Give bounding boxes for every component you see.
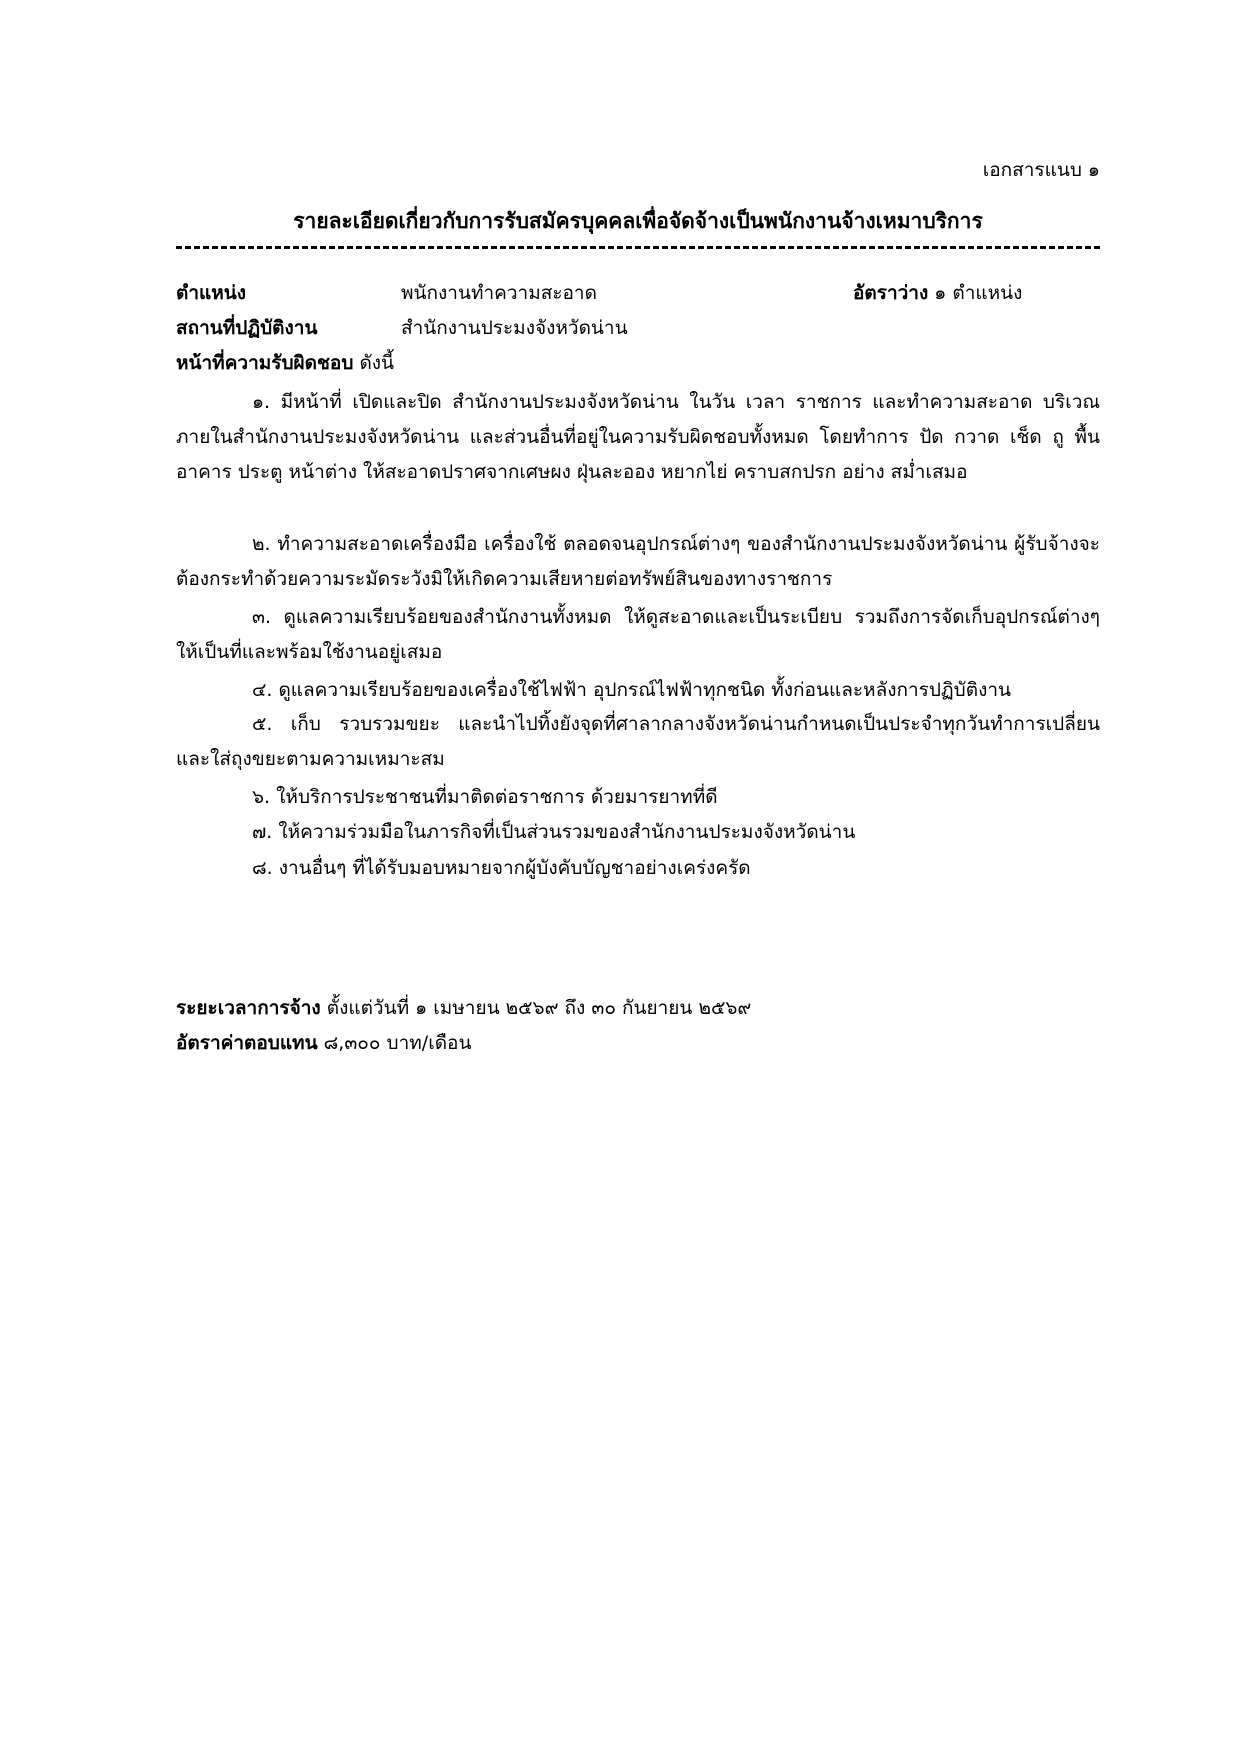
duties-heading xyxy=(176,348,394,378)
attachment-label: เอกสารแนบ ๑ xyxy=(982,159,1100,181)
dashed-divider xyxy=(176,246,1100,249)
duties-suffix: ดังนี้ xyxy=(359,352,395,374)
position-row xyxy=(176,278,1100,308)
compensation-label: อัตราค่าตอบแทน xyxy=(176,1032,318,1054)
duties-label: หน้าที่ความรับผิดชอบ xyxy=(176,352,354,374)
document-title: รายละเอียดเกี่ยวกับการรับสมัครบุคคลเพื่อจัดจ้างเป็นพนักงานจ้างเหมาบริการ xyxy=(293,209,983,233)
employment-period-row xyxy=(176,993,751,1023)
duty-item-5: ๕. เก็บ รวบรวมขยะ และนำไปทิ้งยังจุดที่ศาลากลางจังหวัดน่านกำหนดเป็นประจำทุกวันทำการเปลี่ยน และใส่ถุงขยะตามความเหมาะสม xyxy=(176,713,1100,770)
vacancy xyxy=(853,278,1022,308)
vacancy-value: ๑ ตำแหน่ง xyxy=(934,282,1023,304)
compensation-value: ๘,๓๐๐ บาท/เดือน xyxy=(323,1032,472,1054)
position-value: พนักงานทำความสะอาด xyxy=(401,282,597,304)
employment-period-value: ตั้งแต่วันที่ ๑ เมษายน ๒๕๖๙ ถึง ๓๐ กันยายน ๒๕๖๙ xyxy=(326,997,752,1019)
duty-item-6: ๖. ให้บริการประชาชนที่มาติดต่อราชการ ด้วยมารยาทที่ดี xyxy=(252,786,718,808)
vacancy-label: อัตราว่าง xyxy=(853,282,929,304)
duty-item-8: ๘. งานอื่นๆ ที่ได้รับมอบหมายจากผู้บังคับบัญชาอย่างเคร่งครัด xyxy=(252,857,751,879)
duty-item-1: ๑. มีหน้าที่ เปิดและปิด สำนักงานประมงจังหวัดน่าน ในวัน เวลา ราชการ และทำความสะอาด บริเวณภายในสำนักงานประมงจังหวัดน่าน และส่วนอื่นที่อยู่ในความรับผิดชอบทั้งหมด โดยทำการ ปัด กวาด เช็ด ถู พื้นอาคาร ประตู หน้าต่าง ให้สะอาดปราศจากเศษผง ฝุ่นละออง หยากไย่ คราบสกปรก อย่าง สม่ำเสมอ xyxy=(176,391,1100,483)
duty-item-2: ๒. ทำความสะอาดเครื่องมือ เครื่องใช้ ตลอดจนอุปกรณ์ต่างๆ ของสำนักงานประมงจังหวัดน่าน ผู้รับจ้างจะต้องกระทำด้วยความระมัดระวังมิให้เกิดความเสียหายต่อทรัพย์สินของทางราชการ xyxy=(176,533,1100,590)
workplace-label: สถานที่ปฏิบัติงาน xyxy=(176,317,318,339)
compensation-row xyxy=(176,1028,471,1058)
duty-item-3: ๓. ดูแลความเรียบร้อยของสำนักงานทั้งหมด ให้ดูสะอาดและเป็นระเบียบ รวมถึงการจัดเก็บอุปกรณ์ต่างๆ ให้เป็นที่และพร้อมใช้งานอยู่เสมอ xyxy=(176,606,1100,663)
employment-period-label: ระยะเวลาการจ้าง xyxy=(176,997,321,1019)
workplace-value: สำนักงานประมงจังหวัดน่าน xyxy=(401,317,628,339)
workplace-row xyxy=(176,313,1100,343)
duty-item-7: ๗. ให้ความร่วมมือในภารกิจที่เป็นส่วนรวมของสำนักงานประมงจังหวัดน่าน xyxy=(252,821,856,843)
duty-item-4: ๔. ดูแลความเรียบร้อยของเครื่องใช้ไฟฟ้า อุปกรณ์ไฟฟ้าทุกชนิด ทั้งก่อนและหลังการปฏิบัติงาน xyxy=(252,679,1012,701)
position-label: ตำแหน่ง xyxy=(176,282,247,304)
